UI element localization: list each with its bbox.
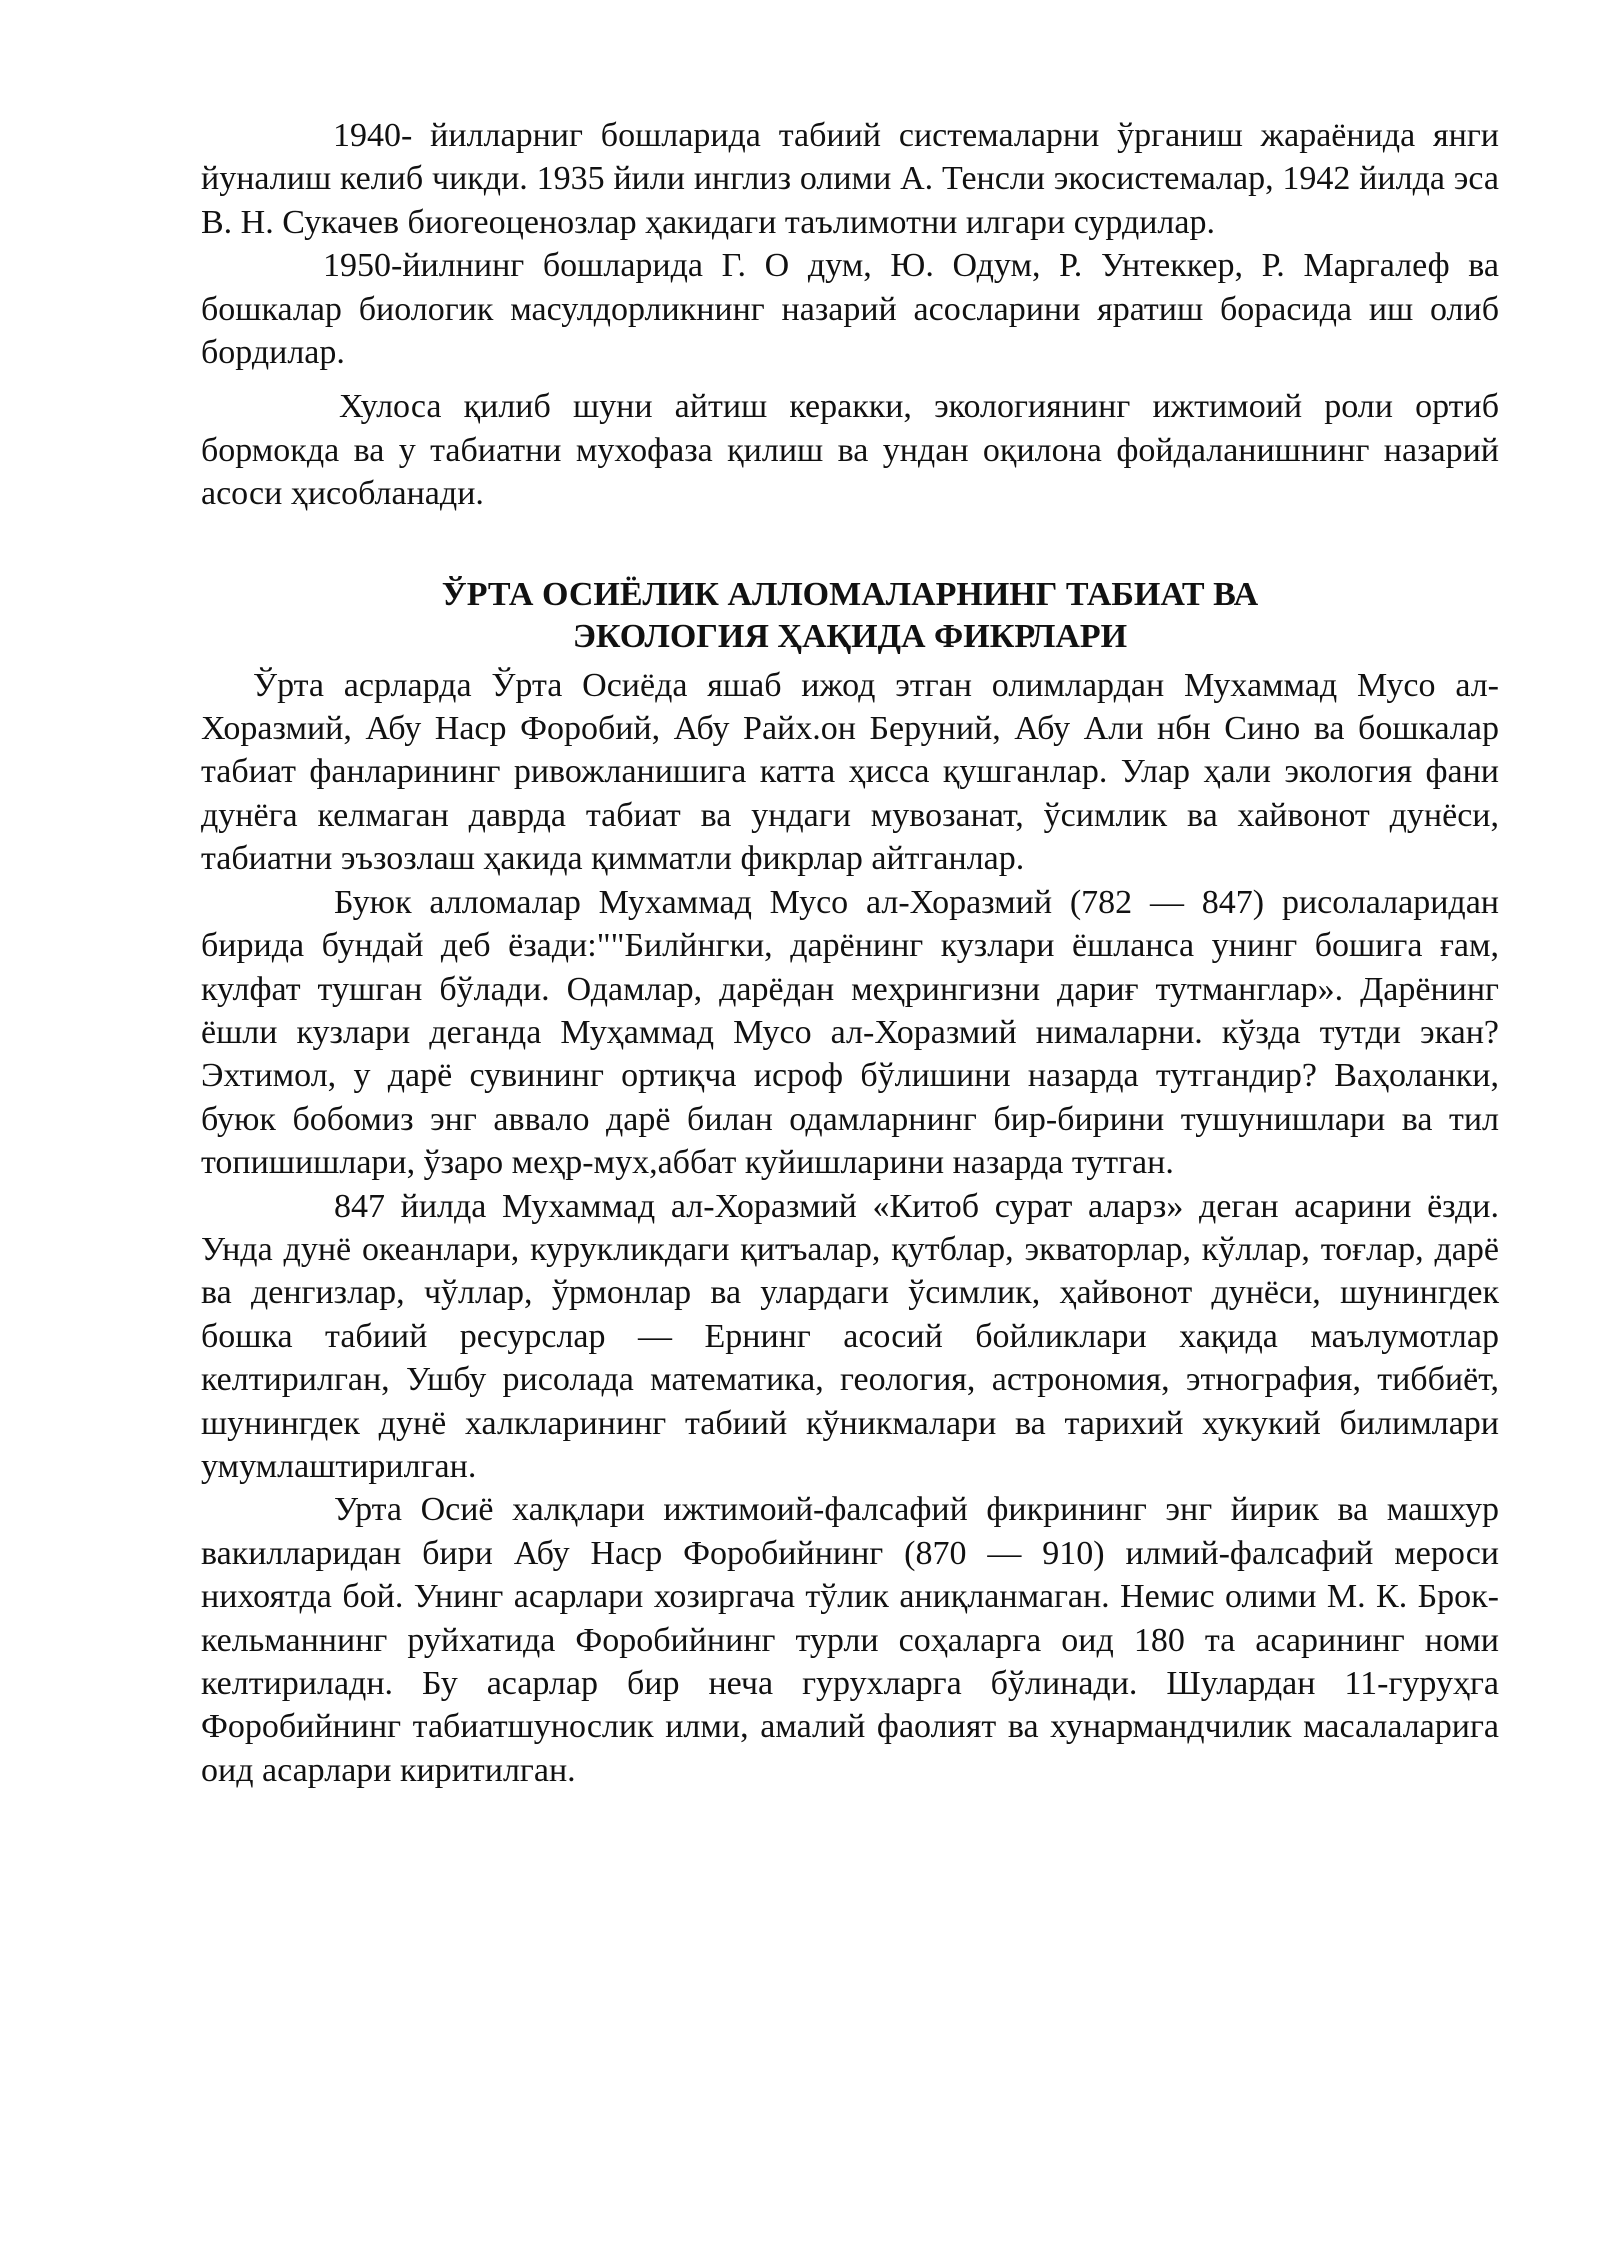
paragraph-1950s: 1950-йилнинг бошларида Г. О дум, Ю. Одум, Р. Унтеккер, Р. Маргалеф ва бошкалар биологик масулдорликнинг назарий асосларини яратиш борасида иш олиб бордилар. [201,247,1499,372]
paragraph-conclusion: Хулоса қилиб шуни айтиш керакки, экологиянинг ижтимоий роли ортиб бормокда ва у табиатни мухофаза қилиш ва ундан оқилона фойдаланишнинг назарий асоси ҳисобланади. [201,388,1499,513]
section-heading [201,574,1499,658]
paragraph-scholars: Ўрта асрларда Ўрта Осиёда яшаб ижод этган олимлардан Мухаммад Мусо ал-Хоразмий, Абу Наср Форобий, Абу Райх.он Беруний, Абу Али нбн Сино ва бошкалар табиат фанларининг ривожланишига катта ҳисса қушганлар. Улар ҳали экология фани дунёга келмаган даврда табиат ва ундаги мувозанат, ўсимлик ва хайвонот дунёси, табиатни эъзозлаш ҳакида қимматли фикрлар айтганлар. [201,666,1499,878]
paragraph-kitob-surat-alarz: 847 йилда Мухаммад ал-Хоразмий «Китоб сурат аларз» деган асарини ёзди. Унда дунё океанлари, курукликдаги қитъалар, қутблар, экваторлар, кўллар, тоғлар, дарё ва денгизлар, чўллар, ўрмонлар ва улардаги ўсимлик, ҳайвонот дунёси, шунингдек бошка табиий ресурслар — Ернинг асосий бойликлари хақида маълумотлар келтирилган, Ушбу рисолада математика, геология, астрономия, этнография, тиббиёт, шунингдек дунё халкларининг табиий кўникмалари ва тарихий хукукий билимлари умумлаштирилган. [201,1187,1499,1485]
section-heading-line-1: ЎРТА ОСИЁЛИК АЛЛОМАЛАРНИНГ ТАБИАТ ВА [441,575,1259,613]
paragraph-farabi: Урта Осиё халқлари ижтимоий-фалсафий фикрининг энг йирик ва машхур вакилларидан бири Абу Наср Форобийнинг (870 — 910) илмий-фалсафий мероси нихоятда бой. Унинг асарлари хозиргача тўлик аниқланмаган. Немис олими М. К. Брок-кельманнинг руйхатида Форобийнинг турли соҳаларга оид 180 та асарининг номи келтириладн. Бу асарлар бир неча гурухларга бўлинади. Шулардан 11-гуруҳга Форобийнинг табиатшунослик илми, амалий фаолият ва хунармандчилик масалаларига оид асарлари киритилган. [201,1491,1499,1789]
paragraph-khorezmi-quote: Буюк алломалар Мухаммад Мусо ал-Хоразмий (782 — 847) рисолаларидан бирида бундай деб ёзади:""Билйнгки, дарёнинг кузлари ёшланса унинг бошига ғам, кулфат тушган бўлади. Одамлар, дарёдан меҳрингизни дариғ тутманглар». Дарёнинг ёшли кузлари деганда Муҳаммад Мусо ал-Хоразмий нималарни. кўзда тутди экан? Эхтимол, у дарё сувининг ортиқча исроф бўлишини назарда тутгандир? Ваҳоланки, буюк бобомиз энг аввало дарё билан одамларнинг бир-бирини тушунишлари ва тил топишишлари, ўзаро меҳр-мух,аббат куйишларини назарда тутган. [201,883,1499,1182]
paragraph-1940s: 1940- йилларниг бошларида табиий системаларни ўрганиш жараёнида янги йуналиш келиб чикди. 1935 йили инглиз олими А. Тенсли экосистемалар, 1942 йилда эса В. Н. Сукачев биогеоценозлар ҳакидаги таълимотни илгари сурдилар. [201,117,1499,241]
section-heading-line-2: ЭКОЛОГИЯ ҲАҚИДА ФИКРЛАРИ [572,617,1128,655]
document-page [201,114,1499,1792]
